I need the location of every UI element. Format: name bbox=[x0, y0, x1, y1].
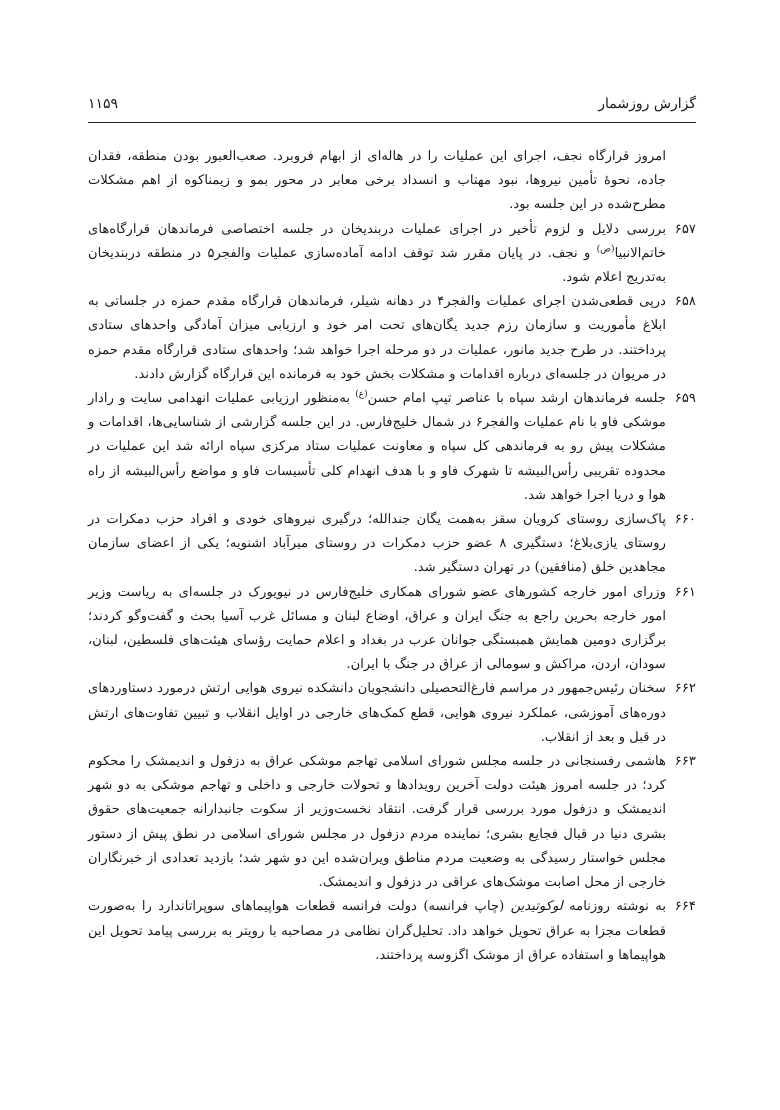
body-text bbox=[88, 145, 696, 968]
entry-659 bbox=[88, 387, 696, 508]
entry-657 bbox=[88, 218, 696, 291]
continuation-paragraph: امروز قرارگاه نجف، اجرای این عملیات را در هاله‌ای از ابهام فروبرد. صعب‌العبور بودن منطقه، فقدان جاده، نحوهٔ تأمین نیروها، نبود مهتاب و انسداد برخی معابر در محور بمو و زیمناکوه از اهم مشکلات مطرح‌شده در این جلسه بود. bbox=[88, 149, 666, 213]
entry-text-part: به نوشته روزنامه bbox=[562, 899, 666, 915]
entry-text: سخنان رئیس‌جمهور در مراسم فارغ‌التحصیلی دانشجویان دانشکده نیروی هوایی ارتش درمورد دستاوردهای دوره‌های آموزشی، عملکرد نیروی هوایی، قطع کمک‌های خارجی در اوایل انقلاب و تبیین تفاوت‌های ارتش در قبل و بعد از انقلاب. bbox=[88, 681, 666, 745]
entry-text: درپی قطعی‌شدن اجرای عملیات والفجر۴ در دهانه شیلر، فرماندهان قرارگاه مقدم حمزه در جلساتی به ابلاغ مأموریت و سازمان رزم جدید یگان‌های تحت امر خود و ارزیابی میزان آمادگی واحدهای ستادی پرداختند. در طرح جدید مانور، عملیات در دو مرحله اجرا خواهد شد؛ واحدهای ستادی قرارگاه مقدم حمزه در مریوان در جلسه‌ای درباره اقدامات و مشکلات بخش خود به فرمانده این قرارگاه گزارش دادند. bbox=[88, 294, 666, 382]
entry-text-part: بررسی دلایل و لزوم تأخیر در اجرای عملیات دربندیخان در جلسه اختصاصی فرماندهان قرارگاه‌های خاتم‌الانبیا bbox=[88, 221, 667, 261]
entry-number: ۶۵۷ bbox=[674, 221, 696, 237]
entry-text-part: و نجف. در پایان مقرر شد توقف ادامه آماده‌سازی عملیات والفجر۵ در منطقه دربندیخان به‌تدریج اعلام شود. bbox=[88, 245, 666, 286]
entry-662 bbox=[88, 677, 696, 750]
entry-number: ۶۶۴ bbox=[674, 899, 696, 915]
entry-text bbox=[88, 387, 666, 508]
entry-660 bbox=[88, 508, 696, 581]
header-divider bbox=[88, 122, 696, 123]
entry-number: ۶۶۰ bbox=[674, 512, 696, 528]
entry-text-part: (چاپ فرانسه) دولت فرانسه قطعات هواپیماهای سوپراتاندارد را به‌صورت قطعات مجزا به عراق تحویل خواهد داد. تحلیل‌گران نظامی در مصاحبه با رویتر به بررسی پیامد تحویل این هواپیماها و استفاده عراق از موشک اگزوسه پرداختند. bbox=[88, 899, 666, 963]
entry-number: ۶۶۱ bbox=[674, 584, 696, 600]
page-number: ۱۱۵۹ bbox=[88, 96, 119, 112]
entry-text bbox=[88, 895, 666, 968]
entry-text: هاشمی رفسنجانی در جلسه مجلس شورای اسلامی تهاجم موشکی عراق به دزفول و اندیمشک را محکوم کرد؛ در جلسه امروز هیئت دولت آخرین رویدادها و تحولات خارجی و داخلی و تهاجم موشکی به دو شهر اندیمشک و دزفول مورد بررسی قرار گرفت. انتقاد نخست‌وزیر از سکوت جانبدارانه جمعیت‌های حقوق بشری دنیا در قبال فجایع بشری؛ نماینده مردم دزفول در مجلس شورای اسلامی در نطق پیش از دستور مجلس خواستار رسیدگی به وضعیت مردم مناطق ویران‌شده این دو شهر شد؛ بازدید تعدادی از خبرنگاران خارجی از محل اصابت موشک‌های عراقی در دزفول و اندیمشک. bbox=[88, 754, 666, 891]
honorific-superscript: (ع) bbox=[355, 389, 368, 400]
entry-658 bbox=[88, 290, 696, 387]
entry-number: ۶۵۸ bbox=[674, 294, 696, 310]
entry-number: ۶۶۲ bbox=[674, 681, 696, 697]
newspaper-name: لوکوتیدین bbox=[510, 899, 563, 915]
entry-664 bbox=[88, 895, 696, 968]
entry-text: پاک‌سازی روستای کرویان سقز به‌همت یگان جندالله؛ درگیری نیروهای خودی و افراد حزب دمکرات در روستای یازی‌بلاغ؛ دستگیری ۸ عضو حزب دمکرات در روستای میرآباد اشنویه؛ یکی از اعضای سازمان مجاهدین خلق (منافقین) در تهران دستگیر شد. bbox=[88, 512, 666, 576]
entry-number: ۶۵۹ bbox=[674, 391, 696, 407]
entry-text-part: جلسه فرماندهان ارشد سپاه با عناصر تیپ امام حسن bbox=[367, 391, 666, 407]
honorific-superscript: (ص) bbox=[596, 244, 615, 255]
running-title: گزارش روزشمار bbox=[598, 96, 696, 112]
entry-text bbox=[88, 218, 666, 291]
entry-number: ۶۶۳ bbox=[674, 754, 696, 770]
entry-text-part: به‌منظور ارزیابی عملیات انهدامی سایت و رادار موشکی فاو با نام عملیات والفجر۶ در شمال خلیج‌فارس. در این جلسه گزارشی از شناسایی‌ها، اقدامات و مشکلات پیش رو به فرماندهی کل سپاه و معاونت عملیات ستاد مرکزی سپاه ارائه شد این عملیات در محدوده تقریبی رأس‌البیشه تا شهرک فاو و با هدف انهدام کلی تأسیسات فاو و مواضع رأس‌البیشه از راه هوا و دریا اجرا خواهد شد. bbox=[88, 391, 666, 503]
running-header bbox=[88, 92, 696, 116]
entry-663 bbox=[88, 750, 696, 895]
entry-text: وزرای امور خارجه کشورهای عضو شورای همکاری خلیج‌فارس در نیویورک در جلسه‌ای به ریاست وزیر امور خارجه بحرین راجع به جنگ ایران و عراق، اوضاع لبنان و مسائل غرب آسیا بحث و گفت‌وگو کردند؛ برگزاری دومین همایش همبستگی جوانان عرب در بغداد و اعلام حمایت رؤسای هیئت‌های فلسطین، لبنان، سودان، اردن، مراکش و سومالی از عراق در جنگ با ایران. bbox=[88, 584, 666, 673]
entry-661 bbox=[88, 581, 696, 678]
